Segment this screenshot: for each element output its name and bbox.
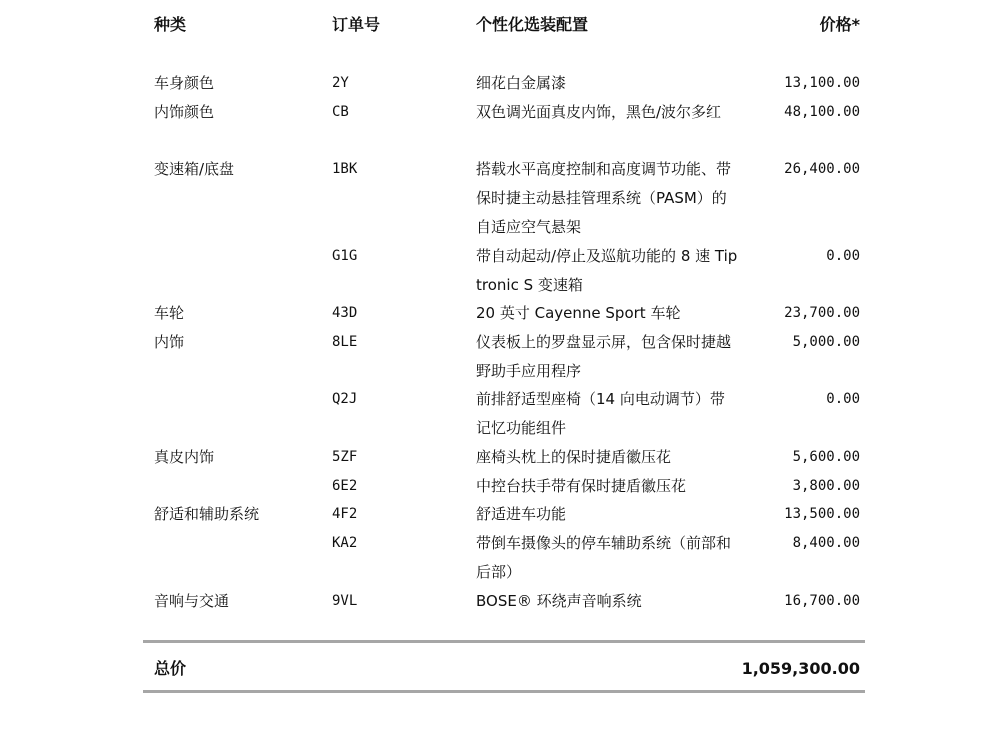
row-price: 13,500.00 [784, 506, 860, 522]
row-description: 搭载水平高度控制和高度调节功能、带保时捷主动悬挂管理系统（PASM）的自适应空气悬架 [476, 160, 732, 236]
row-category: 变速箱/底盘 [154, 160, 235, 178]
row-category: 音响与交通 [154, 592, 230, 610]
row-description: 20 英寸 Cayenne Sport 车轮 [476, 304, 681, 322]
total-value: 1,059,300.00 [741, 659, 860, 678]
row-price: 5,600.00 [792, 449, 860, 465]
row-category: 舒适和辅助系统 [154, 505, 260, 523]
row-description: 舒适进车功能 [476, 505, 567, 523]
header-configuration: 个性化选装配置 [476, 15, 589, 34]
row-category: 真皮内饰 [154, 448, 215, 466]
row-code: CB [332, 104, 349, 120]
row-price: 16,700.00 [784, 593, 860, 609]
header-order-number: 订单号 [332, 15, 381, 34]
row-category: 车轮 [154, 304, 185, 322]
row-price: 0.00 [826, 248, 860, 264]
row-price: 5,000.00 [792, 334, 860, 350]
row-description: BOSE® 环绕声音响系统 [476, 592, 642, 610]
row-price: 0.00 [826, 391, 860, 407]
row-code: 9VL [332, 593, 358, 609]
row-price: 13,100.00 [784, 75, 860, 91]
row-code: 6E2 [332, 478, 358, 494]
row-code: G1G [332, 248, 358, 264]
header-price: 价格* [819, 15, 860, 34]
row-category: 车身颜色 [154, 74, 215, 92]
total-divider-bottom [143, 690, 865, 693]
row-description: 带倒车摄像头的停车辅助系统（前部和后部） [476, 534, 732, 581]
row-description: 仪表板上的罗盘显示屏，包含保时捷越野助手应用程序 [476, 333, 732, 380]
header-category: 种类 [154, 15, 187, 34]
row-price: 23,700.00 [784, 305, 860, 321]
row-code: 1BK [332, 161, 358, 177]
row-code: 8LE [332, 334, 358, 350]
total-label: 总价 [154, 659, 187, 678]
row-description: 带自动起动/停止及巡航功能的 8 速 Tiptronic S 变速箱 [476, 247, 738, 294]
row-code: Q2J [332, 391, 358, 407]
row-code: 2Y [332, 75, 349, 91]
row-description: 座椅头枕上的保时捷盾徽压花 [476, 448, 672, 466]
row-price: 26,400.00 [784, 161, 860, 177]
row-description: 前排舒适型座椅（14 向电动调节）带记忆功能组件 [476, 390, 725, 437]
total-divider-top [143, 640, 865, 643]
row-price: 8,400.00 [792, 535, 860, 551]
row-code: 4F2 [332, 506, 358, 522]
row-price: 3,800.00 [792, 478, 860, 494]
row-category: 内饰颜色 [154, 103, 215, 121]
row-description: 细花白金属漆 [476, 74, 567, 92]
row-code: 43D [332, 305, 358, 321]
row-code: KA2 [332, 535, 358, 551]
row-price: 48,100.00 [784, 104, 860, 120]
row-description: 中控台扶手带有保时捷盾徽压花 [476, 477, 687, 495]
row-category: 内饰 [154, 333, 185, 351]
row-code: 5ZF [332, 449, 358, 465]
row-description: 双色调光面真皮内饰，黑色/波尔多红 [476, 103, 722, 121]
